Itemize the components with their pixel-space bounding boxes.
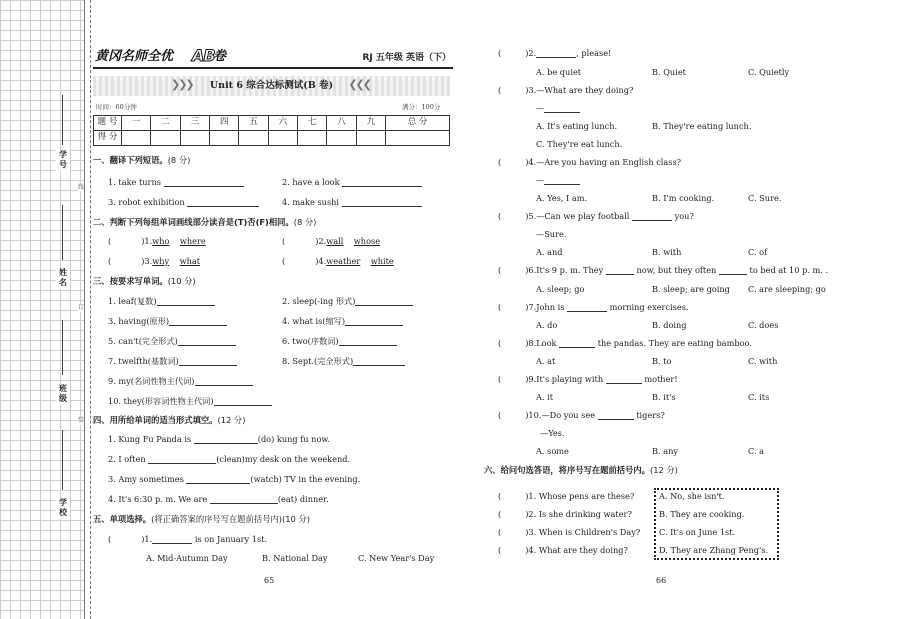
section2-title bbox=[93, 218, 316, 228]
section6-title bbox=[484, 466, 678, 476]
s5-option: A. sleep; go bbox=[536, 284, 585, 294]
s1-item bbox=[108, 178, 244, 187]
answer-blank[interactable] bbox=[164, 186, 244, 187]
answer-blank[interactable] bbox=[632, 220, 672, 221]
s5-option: B. sleep; are going bbox=[652, 284, 730, 294]
s5-question: ( )4.—Are you having an English class? bbox=[498, 157, 682, 167]
s3-item-text: 10. they(形容词性物主代词) bbox=[108, 396, 214, 406]
school-line bbox=[62, 430, 63, 490]
table-cell: 五 bbox=[239, 116, 268, 131]
page-number-left: 65 bbox=[264, 576, 275, 585]
s2-word: wall bbox=[326, 236, 344, 246]
section5-title bbox=[93, 515, 310, 525]
dash: — bbox=[536, 175, 545, 185]
answer-blank[interactable] bbox=[559, 347, 595, 348]
s5-question: ( )3.—What are they doing? bbox=[498, 85, 634, 95]
section6-heading: 六、给问句选答语，将序号写在题前括号内。 bbox=[484, 465, 650, 475]
score-table bbox=[93, 115, 450, 146]
s5-option: C. its bbox=[748, 392, 770, 402]
s5-stem: Look bbox=[536, 338, 557, 348]
score-cell[interactable] bbox=[122, 131, 151, 146]
s6-question-text: 4. What are they doing? bbox=[528, 545, 628, 555]
section2-heading: 二、判断下列每组单词画线部分读音是(T)否(F)相同。 bbox=[93, 217, 294, 227]
section3-heading: 三、按要求写单词。 bbox=[93, 276, 168, 286]
section6-points: (12 分) bbox=[649, 465, 678, 475]
table-cell: 六 bbox=[268, 116, 297, 131]
answer-blank[interactable] bbox=[353, 365, 405, 366]
s5-num: 4. bbox=[528, 157, 537, 167]
s5-question: ( )5.—Can we play football you? bbox=[498, 211, 694, 221]
s5-option: C. of bbox=[748, 247, 768, 257]
s5-option: C. does bbox=[748, 320, 779, 330]
s5-stem: mother! bbox=[644, 374, 678, 384]
s5-dialog-line bbox=[536, 104, 580, 113]
student-name-line bbox=[62, 205, 63, 260]
section1-title bbox=[93, 156, 190, 166]
s3-item-text: 7. twelfth(基数词) bbox=[108, 356, 179, 366]
s3-item bbox=[108, 337, 236, 346]
s5-num: 7. bbox=[528, 302, 537, 312]
answer-blank[interactable] bbox=[345, 325, 403, 326]
s2-num: 3. bbox=[144, 256, 153, 266]
answer-blank[interactable] bbox=[606, 383, 642, 384]
s2-word: why bbox=[152, 256, 170, 266]
s5-num: 5. bbox=[528, 211, 537, 221]
s4-item bbox=[108, 435, 330, 444]
s3-item-text: 4. what is(缩写) bbox=[282, 316, 346, 326]
s5-option: B. They're eating lunch. bbox=[652, 121, 752, 131]
score-cell[interactable] bbox=[180, 131, 209, 146]
table-cell: 二 bbox=[151, 116, 180, 131]
table-cell: 九 bbox=[356, 116, 385, 131]
s4-text: 1. Kung Fu Panda is bbox=[108, 434, 194, 444]
s5-option: B. doing bbox=[652, 320, 687, 330]
s3-item-text: 2. sleep(-ing 形式) bbox=[282, 296, 356, 306]
s5-option: B. with bbox=[652, 247, 682, 257]
binding-tick-ding: 订 bbox=[78, 304, 85, 311]
score-cell[interactable] bbox=[239, 131, 268, 146]
table-cell: 七 bbox=[298, 116, 327, 131]
s2-item: ( )2.wall whose bbox=[282, 236, 381, 246]
s4-item bbox=[108, 495, 329, 504]
s5-option: B. Quiet bbox=[652, 67, 686, 77]
chevrons-left-icon: ❯❯❯ bbox=[171, 78, 193, 91]
answer-blank[interactable] bbox=[544, 184, 580, 185]
table-cell: 总 分 bbox=[386, 116, 450, 131]
table-cell: 八 bbox=[327, 116, 356, 131]
s5-num: 9. bbox=[528, 374, 537, 384]
s1-item bbox=[282, 178, 422, 187]
s4-text: 2. I often bbox=[108, 454, 149, 464]
answer-blank[interactable] bbox=[210, 503, 278, 504]
table-cell: 三 bbox=[180, 116, 209, 131]
s4-hint: (eat) dinner. bbox=[277, 494, 329, 504]
s5-stem: tigers? bbox=[636, 410, 665, 420]
s5-num: 2. bbox=[528, 48, 537, 58]
s2-item: ( )1.who where bbox=[108, 236, 206, 246]
s2-word: whose bbox=[353, 236, 381, 246]
section4-points: (12 分) bbox=[217, 415, 246, 425]
answer-blank[interactable] bbox=[195, 385, 253, 386]
s4-text: 3. Amy sometimes bbox=[108, 474, 187, 484]
s5-stem: —Can we play football bbox=[536, 211, 630, 221]
answer-blank[interactable] bbox=[598, 419, 634, 420]
s5-option: C. New Year's Day bbox=[358, 553, 435, 563]
s6-answer: B. They are cooking. bbox=[659, 509, 745, 519]
s1-item-text: 3. robot exhibition bbox=[108, 197, 185, 207]
s6-question-text: 3. When is Children's Day? bbox=[528, 527, 641, 537]
s6-answer: A. No, she isn't. bbox=[659, 491, 725, 501]
section5-note: (将正确答案的序号写在题前括号内)(10 分) bbox=[151, 514, 310, 524]
score-cell[interactable] bbox=[356, 131, 385, 146]
s5-stem: to bed at 10 p. m. . bbox=[749, 265, 829, 275]
s5-stem: —Are you having an English class? bbox=[536, 157, 682, 167]
s5-dialog-line bbox=[536, 176, 580, 185]
score-cell[interactable] bbox=[327, 131, 356, 146]
binding-tick-xian: 线 bbox=[78, 184, 85, 191]
answer-blank[interactable] bbox=[342, 206, 422, 207]
s4-text: 4. It's 6:30 p. m. We are bbox=[108, 494, 210, 504]
s1-item-text: 2. have a look bbox=[282, 177, 340, 187]
s5-dialog-line: —Sure. bbox=[536, 229, 567, 239]
s5-option: C. a bbox=[748, 446, 765, 456]
unit-title: Unit 6 综合达标测试(B 卷) bbox=[209, 80, 334, 91]
s5-stem: —What are they doing? bbox=[536, 85, 634, 95]
s6-question-text: 2. Is she drinking water? bbox=[528, 509, 632, 519]
s3-item bbox=[282, 337, 397, 346]
s5-option: A. and bbox=[536, 247, 563, 257]
unit-title-bar bbox=[93, 76, 450, 96]
s5-option: C. They're eat lunch. bbox=[536, 139, 623, 149]
s1-item bbox=[108, 198, 259, 207]
answer-blank[interactable] bbox=[157, 305, 215, 306]
s5-option: C. Sure. bbox=[748, 193, 782, 203]
s3-item-text: 1. leaf(复数) bbox=[108, 296, 157, 306]
answer-blank[interactable] bbox=[355, 305, 413, 306]
s5-stem: now, but they often bbox=[636, 265, 717, 275]
s5-num: 1. bbox=[144, 534, 153, 544]
s3-item bbox=[282, 357, 405, 366]
grade-subject: RJ 五年级 英语（下） bbox=[362, 53, 451, 63]
s5-option: C. with bbox=[748, 356, 778, 366]
s2-item: ( )4.weather white bbox=[282, 256, 394, 266]
s4-hint: (do) kung fu now. bbox=[257, 434, 331, 444]
binding-grid bbox=[0, 0, 85, 619]
s4-hint: (clean)my desk on the weekend. bbox=[216, 454, 351, 464]
brand-banner bbox=[93, 46, 453, 69]
s5-stem: morning exercises. bbox=[609, 302, 689, 312]
student-number-label: 学号 bbox=[56, 150, 70, 171]
brand-title: 黄冈名师全优 bbox=[95, 49, 174, 64]
s5-stem: It's 9 p. m. They bbox=[536, 265, 604, 275]
s5-option: A. Mid-Autumn Day bbox=[146, 553, 228, 563]
s3-item-text: 3. having(原形) bbox=[108, 316, 170, 326]
s1-item-text: 1. take turns bbox=[108, 177, 161, 187]
s5-option: A. Yes, I am. bbox=[536, 193, 588, 203]
answer-blank[interactable] bbox=[719, 274, 747, 275]
student-name-label: 姓名 bbox=[56, 268, 70, 289]
s5-question: ( )1. is on January 1st. bbox=[108, 534, 268, 544]
score-table-header-row bbox=[94, 116, 450, 131]
class-line bbox=[62, 320, 63, 375]
s2-num: 2. bbox=[318, 236, 327, 246]
section4-heading: 四、用所给单词的适当形式填空。 bbox=[93, 415, 218, 425]
answer-blank[interactable] bbox=[339, 345, 397, 346]
s5-option: B. National Day bbox=[262, 553, 328, 563]
answer-blank[interactable] bbox=[152, 543, 192, 544]
s2-num: 4. bbox=[318, 256, 327, 266]
s1-item bbox=[282, 198, 422, 207]
answer-blank[interactable] bbox=[179, 365, 237, 366]
school-label: 学校 bbox=[56, 498, 70, 519]
s2-word: what bbox=[179, 256, 201, 266]
section2-points: (8 分) bbox=[293, 217, 317, 227]
score-cell[interactable] bbox=[210, 131, 239, 146]
table-cell: 得 分 bbox=[94, 131, 122, 146]
score-cell[interactable] bbox=[268, 131, 297, 146]
s5-stem: —Do you see bbox=[541, 410, 596, 420]
score-cell[interactable] bbox=[298, 131, 327, 146]
s4-hint: (watch) TV in the evening. bbox=[250, 474, 361, 484]
chevrons-right-icon: ❮❮❮ bbox=[348, 78, 370, 91]
s6-question: ( )2. Is she drinking water? bbox=[498, 509, 632, 519]
dash: — bbox=[536, 103, 545, 113]
answer-blank[interactable] bbox=[606, 274, 634, 275]
s5-dialog-line: —Yes. bbox=[540, 428, 565, 438]
s1-item-text: 4. make sushi bbox=[282, 197, 340, 207]
s3-item bbox=[108, 297, 215, 306]
s5-question: ( )8.Look the pandas. They are eating bamboo. bbox=[498, 338, 752, 348]
s3-item bbox=[108, 317, 227, 326]
answer-blank[interactable] bbox=[169, 325, 227, 326]
s5-option: A. some bbox=[536, 446, 569, 456]
answer-blank[interactable] bbox=[567, 311, 607, 312]
s5-num: 8. bbox=[528, 338, 537, 348]
s5-question: ( )6.It's 9 p. m. They now, but they often to bed at 10 p. m. . bbox=[498, 265, 829, 275]
s4-item bbox=[108, 475, 360, 484]
s2-item: ( )3.why what bbox=[108, 256, 201, 266]
s3-item bbox=[282, 297, 413, 306]
section3-title bbox=[93, 277, 196, 287]
s2-word: who bbox=[152, 236, 170, 246]
s5-option: B. to bbox=[652, 356, 672, 366]
s5-option: A. It's eating lunch. bbox=[536, 121, 618, 131]
s5-option: A. it bbox=[536, 392, 554, 402]
binding-tick-zhuang: 装 bbox=[78, 417, 85, 424]
s5-stem: is on January 1st. bbox=[192, 534, 268, 544]
s5-question: ( )2. , please! bbox=[498, 48, 612, 58]
exam-time: 时间：60分钟 bbox=[96, 103, 137, 111]
answer-blank[interactable] bbox=[214, 405, 272, 406]
s5-option: A. at bbox=[536, 356, 556, 366]
s2-word: white bbox=[370, 256, 394, 266]
student-number-line bbox=[62, 95, 63, 145]
s5-stem: , please! bbox=[576, 48, 612, 58]
s5-option: B. any bbox=[652, 446, 679, 456]
section1-points: (8 分) bbox=[167, 155, 191, 165]
section5-heading: 五、单项选择。 bbox=[93, 514, 152, 524]
s3-item-text: 9. my(名词性物主代词) bbox=[108, 376, 195, 386]
answer-blank[interactable] bbox=[342, 186, 422, 187]
section1-heading: 一、翻译下列短语。 bbox=[93, 155, 168, 165]
s5-stem: the pandas. They are eating bamboo. bbox=[597, 338, 752, 348]
s5-question: ( )7.John is morning exercises. bbox=[498, 302, 689, 312]
s2-num: 1. bbox=[144, 236, 153, 246]
s6-answer: D. They are Zhang Peng's. bbox=[659, 545, 769, 555]
answer-blank[interactable] bbox=[148, 463, 216, 464]
s5-option: C. are sleeping; go bbox=[748, 284, 826, 294]
answer-blank[interactable] bbox=[194, 443, 258, 444]
s5-stem: you? bbox=[672, 211, 694, 221]
table-cell: 四 bbox=[210, 116, 239, 131]
s5-option: C. Quietly bbox=[748, 67, 790, 77]
answer-blank[interactable] bbox=[544, 112, 580, 113]
s6-question: ( )3. When is Children's Day? bbox=[498, 527, 641, 537]
s5-option: A. be quiet bbox=[536, 67, 582, 77]
s3-item-text: 5. can't(完全形式) bbox=[108, 336, 178, 346]
s3-item bbox=[282, 317, 403, 326]
page-number-right: 66 bbox=[656, 576, 667, 585]
s5-num: 6. bbox=[528, 265, 537, 275]
score-cell[interactable] bbox=[151, 131, 180, 146]
section4-title bbox=[93, 416, 245, 426]
s4-item bbox=[108, 455, 350, 464]
brand-juan: 卷 bbox=[213, 49, 227, 64]
answer-blank[interactable] bbox=[536, 57, 576, 58]
s3-item bbox=[108, 377, 253, 386]
answer-blank[interactable] bbox=[178, 345, 236, 346]
binding-dashed-line bbox=[90, 0, 91, 619]
section3-points: (10 分) bbox=[167, 276, 196, 286]
score-table-score-row bbox=[94, 131, 450, 146]
table-cell: 一 bbox=[122, 116, 151, 131]
table-cell: 题 号 bbox=[94, 116, 122, 131]
s3-item bbox=[108, 357, 237, 366]
class-label: 班级 bbox=[56, 384, 70, 405]
s6-question: ( )1. Whose pens are these? bbox=[498, 491, 635, 501]
s5-stem: It's playing with bbox=[536, 374, 604, 384]
score-cell[interactable] bbox=[386, 131, 450, 146]
s3-item-text: 8. Sept.(完全形式) bbox=[282, 356, 354, 366]
s5-question: ( )9.It's playing with mother! bbox=[498, 374, 678, 384]
s5-option: B. I'm cooking. bbox=[652, 193, 715, 203]
s3-item bbox=[108, 397, 272, 406]
s2-word: weather bbox=[326, 256, 361, 266]
s5-option: A. do bbox=[536, 320, 558, 330]
s5-question: ( )10.—Do you see tigers? bbox=[498, 410, 665, 420]
s6-question-text: 1. Whose pens are these? bbox=[528, 491, 635, 501]
brand-ab-logo: AB bbox=[192, 46, 215, 65]
s2-word: where bbox=[179, 236, 206, 246]
s6-answer: C. It's on June 1st. bbox=[659, 527, 736, 537]
s5-stem: John is bbox=[536, 302, 565, 312]
answer-blank[interactable] bbox=[186, 483, 250, 484]
answer-blank[interactable] bbox=[187, 206, 259, 207]
s5-num: 3. bbox=[528, 85, 537, 95]
s6-question: ( )4. What are they doing? bbox=[498, 545, 628, 555]
s3-item-text: 6. two(序数词) bbox=[282, 336, 339, 346]
s5-option: B. it's bbox=[652, 392, 676, 402]
s5-num: 10. bbox=[528, 410, 542, 420]
full-score: 满分：100分 bbox=[402, 103, 441, 111]
